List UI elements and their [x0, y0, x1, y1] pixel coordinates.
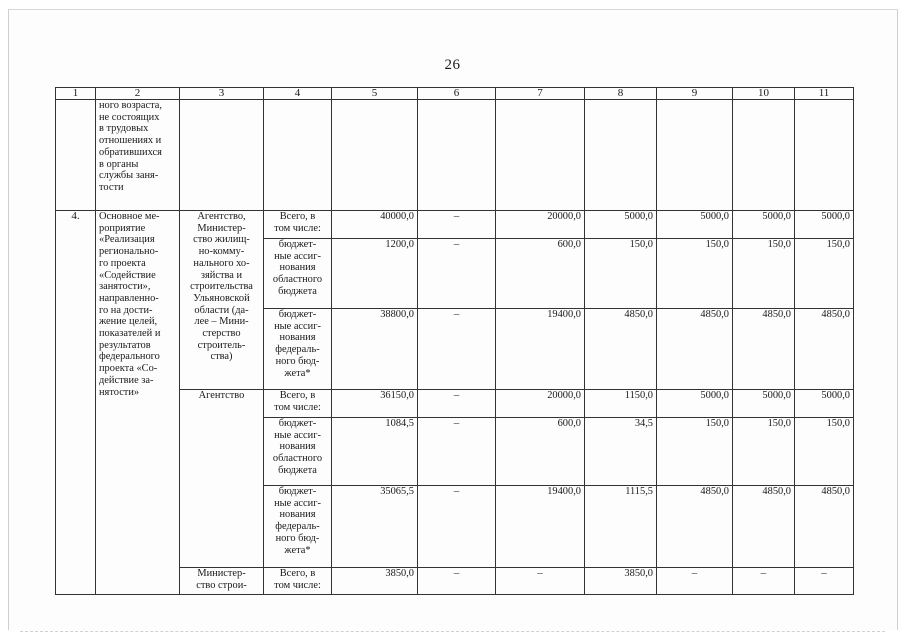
- value-cell: 1084,5: [332, 418, 418, 486]
- value-cell: 36150,0: [332, 390, 418, 418]
- table-header-row: [56, 88, 854, 100]
- value-cell: –: [418, 568, 496, 595]
- value-cell: [418, 100, 496, 211]
- measure-name-cell: ного возраста, не состоящих в трудовых отношениях и обратившихся в органы службы заня- тости: [96, 100, 180, 211]
- value-cell: 4850,0: [795, 486, 854, 568]
- funding-source-cell: бюджет- ные ассиг- нования областного бюджета: [264, 418, 332, 486]
- header-cell: 1: [56, 88, 96, 100]
- value-cell: 38800,0: [332, 309, 418, 390]
- executor-cell: Министер- ство строи-: [180, 568, 264, 595]
- table-row: [56, 100, 854, 211]
- value-cell: 1150,0: [585, 390, 657, 418]
- header-cell: 10: [733, 88, 795, 100]
- value-cell: 3850,0: [585, 568, 657, 595]
- budget-table: [55, 87, 854, 595]
- value-cell: –: [418, 418, 496, 486]
- value-cell: [733, 100, 795, 211]
- value-cell: 150,0: [733, 239, 795, 309]
- value-cell: –: [657, 568, 733, 595]
- value-cell: 600,0: [496, 239, 585, 309]
- value-cell: 4850,0: [733, 309, 795, 390]
- value-cell: 4850,0: [733, 486, 795, 568]
- value-cell: 150,0: [795, 418, 854, 486]
- funding-source-cell: Всего, в том числе:: [264, 211, 332, 239]
- funding-source-cell: Всего, в том числе:: [264, 568, 332, 595]
- value-cell: 5000,0: [585, 211, 657, 239]
- value-cell: 34,5: [585, 418, 657, 486]
- value-cell: 5000,0: [657, 390, 733, 418]
- value-cell: 5000,0: [795, 390, 854, 418]
- value-cell: 19400,0: [496, 486, 585, 568]
- header-cell: 3: [180, 88, 264, 100]
- value-cell: 150,0: [795, 239, 854, 309]
- value-cell: 4850,0: [795, 309, 854, 390]
- value-cell: [585, 100, 657, 211]
- value-cell: 1200,0: [332, 239, 418, 309]
- value-cell: 4850,0: [657, 486, 733, 568]
- value-cell: 150,0: [733, 418, 795, 486]
- value-cell: 5000,0: [733, 390, 795, 418]
- header-cell: 9: [657, 88, 733, 100]
- header-cell: 5: [332, 88, 418, 100]
- header-cell: 4: [264, 88, 332, 100]
- value-cell: 40000,0: [332, 211, 418, 239]
- funding-source-cell: бюджет- ные ассиг- нования федераль- ного бюд- жета*: [264, 486, 332, 568]
- value-cell: 35065,5: [332, 486, 418, 568]
- value-cell: 5000,0: [795, 211, 854, 239]
- value-cell: –: [496, 568, 585, 595]
- value-cell: 19400,0: [496, 309, 585, 390]
- executor-cell: Агентство: [180, 390, 264, 568]
- value-cell: –: [418, 309, 496, 390]
- value-cell: 20000,0: [496, 211, 585, 239]
- value-cell: 5000,0: [657, 211, 733, 239]
- measure-name-cell: Основное ме- роприятие «Реализация регионально- го проекта «Содействие занятости», направленно- го на дости- жение целей, показателей и результатов федерального проекта «Со- действие за- нятости»: [96, 211, 180, 595]
- value-cell: –: [418, 486, 496, 568]
- funding-source-cell: [264, 100, 332, 211]
- value-cell: 4850,0: [585, 309, 657, 390]
- value-cell: 150,0: [585, 239, 657, 309]
- value-cell: 600,0: [496, 418, 585, 486]
- executor-cell: Агентство, Министер- ство жилищ- но-комму- нального хо- зяйства и строительства Ульяновской области (да- лее – Мини- стерство строитель- ства): [180, 211, 264, 390]
- value-cell: 4850,0: [657, 309, 733, 390]
- executor-cell: [180, 100, 264, 211]
- value-cell: –: [418, 239, 496, 309]
- value-cell: 3850,0: [332, 568, 418, 595]
- value-cell: [657, 100, 733, 211]
- header-cell: 7: [496, 88, 585, 100]
- value-cell: 150,0: [657, 239, 733, 309]
- value-cell: –: [418, 390, 496, 418]
- header-cell: 6: [418, 88, 496, 100]
- value-cell: [795, 100, 854, 211]
- funding-source-cell: Всего, в том числе:: [264, 390, 332, 418]
- value-cell: 1115,5: [585, 486, 657, 568]
- funding-source-cell: бюджет- ные ассиг- нования федераль- ного бюд- жета*: [264, 309, 332, 390]
- header-cell: 2: [96, 88, 180, 100]
- page-bottom-edge: [20, 631, 885, 634]
- table-row: [56, 211, 854, 239]
- header-cell: 11: [795, 88, 854, 100]
- header-cell: 8: [585, 88, 657, 100]
- row-number-cell: 4.: [56, 211, 96, 595]
- value-cell: [496, 100, 585, 211]
- funding-source-cell: бюджет- ные ассиг- нования областного бюджета: [264, 239, 332, 309]
- value-cell: –: [795, 568, 854, 595]
- value-cell: –: [733, 568, 795, 595]
- value-cell: 5000,0: [733, 211, 795, 239]
- value-cell: 20000,0: [496, 390, 585, 418]
- row-number-cell: [56, 100, 96, 211]
- value-cell: –: [418, 211, 496, 239]
- value-cell: 150,0: [657, 418, 733, 486]
- page-number: 26: [444, 57, 461, 73]
- value-cell: [332, 100, 418, 211]
